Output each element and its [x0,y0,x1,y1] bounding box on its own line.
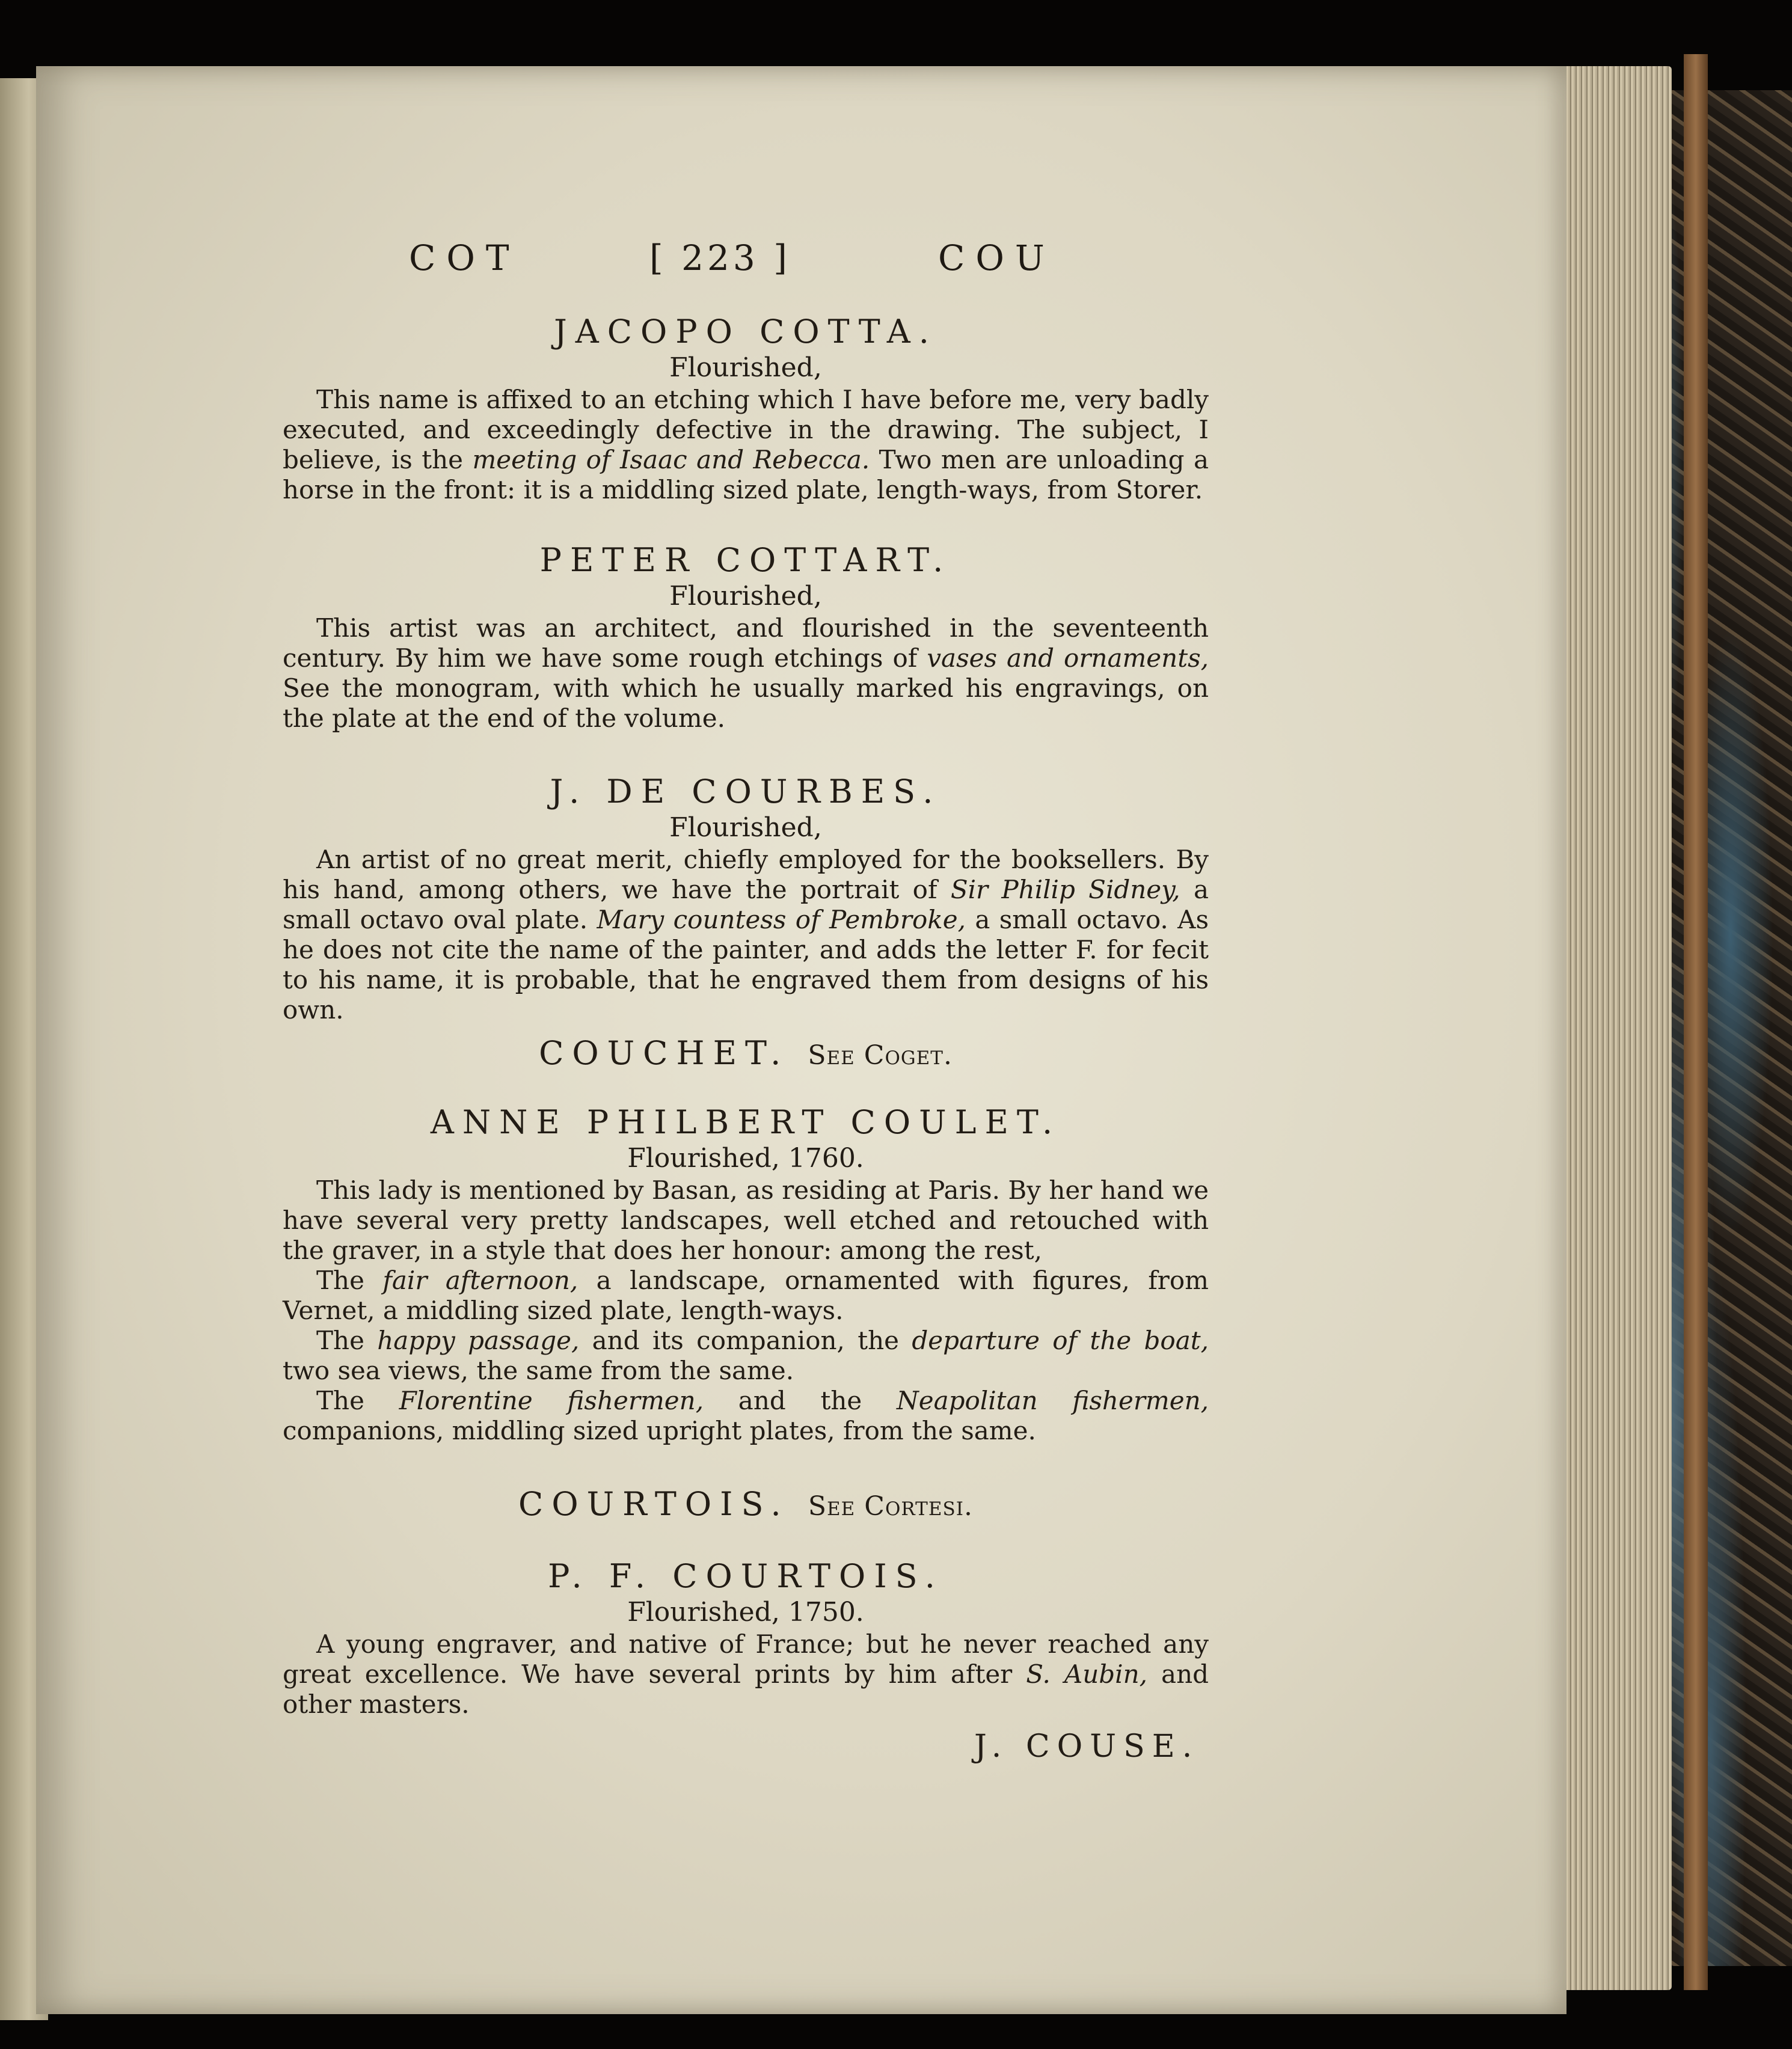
text-run: a small octavo oval plate. [283,875,1209,934]
entry-text [283,1629,1209,1720]
entry-name: JACOPO COTTA. [554,313,937,351]
entry-j-de-courbes [283,773,1209,1025]
text-run: This name is affixed to an etching which I have before me, very badly executed, and exceedingly defective in the drawing. The subject, I believe, is the [283,385,1209,474]
text-run: and the [704,1386,897,1415]
text-run: An artist of no great merit, chiefly employed for the booksellers. By his hand, among others, we have the portrait of [283,845,1209,904]
italic-run: S. Aubin, [1026,1659,1148,1689]
entry-flourished: Flourished, [669,352,822,383]
page-edges [1557,66,1672,1990]
see-reference: See Coget. [808,1040,953,1071]
entry-name [283,1485,1209,1526]
text-run: This artist was an architect, and flourished in the seventeenth century. By him we have some rough etchings of [283,613,1209,673]
italic-run: fair afternoon, [382,1266,578,1295]
entry-name: ANNE PHILBERT COULET. [430,1103,1061,1141]
entry-paragraph [283,1266,1209,1326]
italic-run: Neapolitan fishermen, [896,1386,1209,1415]
entry-p-f-courtois [283,1557,1209,1720]
entry-text [283,845,1209,1025]
text-run: companions, middling sized upright plates, from the same. [283,1416,1036,1445]
text-run: a small octavo. As he does not cite the name of the painter, and adds the letter F. for fecit to his name, it is probable, that he engraved them from designs of his own. [283,905,1209,1024]
text-run: The [316,1326,378,1355]
text-run: and other masters. [283,1659,1209,1719]
italic-run: meeting of Isaac and Rebecca. [472,445,870,474]
italic-run: departure of the boat, [912,1326,1209,1355]
running-head-left: COT [409,237,520,278]
see-reference: See Cortesi. [808,1491,973,1522]
text-run: a landscape, ornamented with figures, from Vernet, a middling sized plate, length-ways. [283,1266,1209,1325]
text-run: This lady is mentioned by Basan, as residing at Paris. By her hand we have several very pretty landscapes, well etched and retouched with the graver, in a style that does her honour: among the rest, [283,1175,1209,1265]
entry-name-text: COUCHET. [539,1034,790,1072]
entry-text [283,613,1209,734]
text-run: Two men are unloading a horse in the front: it is a middling sized plate, length-ways, from Storer. [283,445,1209,504]
running-head-right: COU [938,237,1055,278]
text-run: See the monogram, with which he usually marked his engravings, on the plate at the end of the volume. [283,673,1209,733]
italic-run: Sir Philip Sidney, [950,875,1180,904]
italic-run: vases and ornaments, [927,643,1209,673]
entry-name [283,1034,1209,1075]
entry-name: P. F. COURTOIS. [548,1557,944,1595]
entry-peter-cottart [283,541,1209,734]
entry-paragraph [283,1386,1209,1446]
italic-run: happy passage, [377,1326,580,1355]
entry-flourished: Flourished, [669,812,822,843]
text-run: A young engraver, and native of France; but he never reached any great excellence. We have several prints by him after [283,1629,1209,1689]
entry-flourished: Flourished, 1750. [627,1597,864,1628]
entry-paragraph [283,1326,1209,1386]
entry-couchet [283,1034,1209,1075]
text-run: The [316,1266,383,1295]
entry-flourished: Flourished, 1760. [627,1143,864,1174]
entry-text [283,385,1209,505]
entry-anne-philbert-coulet [283,1103,1209,1446]
entry-jacopo-cotta [283,313,1209,505]
entry-name-text: COURTOIS. [518,1485,790,1523]
text-run: The [316,1386,399,1415]
entry-paragraph [283,1175,1209,1266]
text-run: and its companion, the [579,1326,912,1355]
italic-run: Mary countess of Pembroke, [597,905,966,934]
page-number: [ 223 ] [649,237,791,278]
entry-courtois [283,1485,1209,1526]
italic-run: Florentine fishermen, [399,1386,704,1415]
running-head [409,237,1118,286]
entry-name: J. DE COURBES. [550,773,942,810]
cover-edge [1684,54,1708,1990]
entry-name: PETER COTTART. [539,541,952,579]
catchword: J. COUSE. [974,1729,1200,1765]
entry-flourished: Flourished, [669,581,822,611]
text-run: two sea views, the same from the same. [283,1356,794,1385]
